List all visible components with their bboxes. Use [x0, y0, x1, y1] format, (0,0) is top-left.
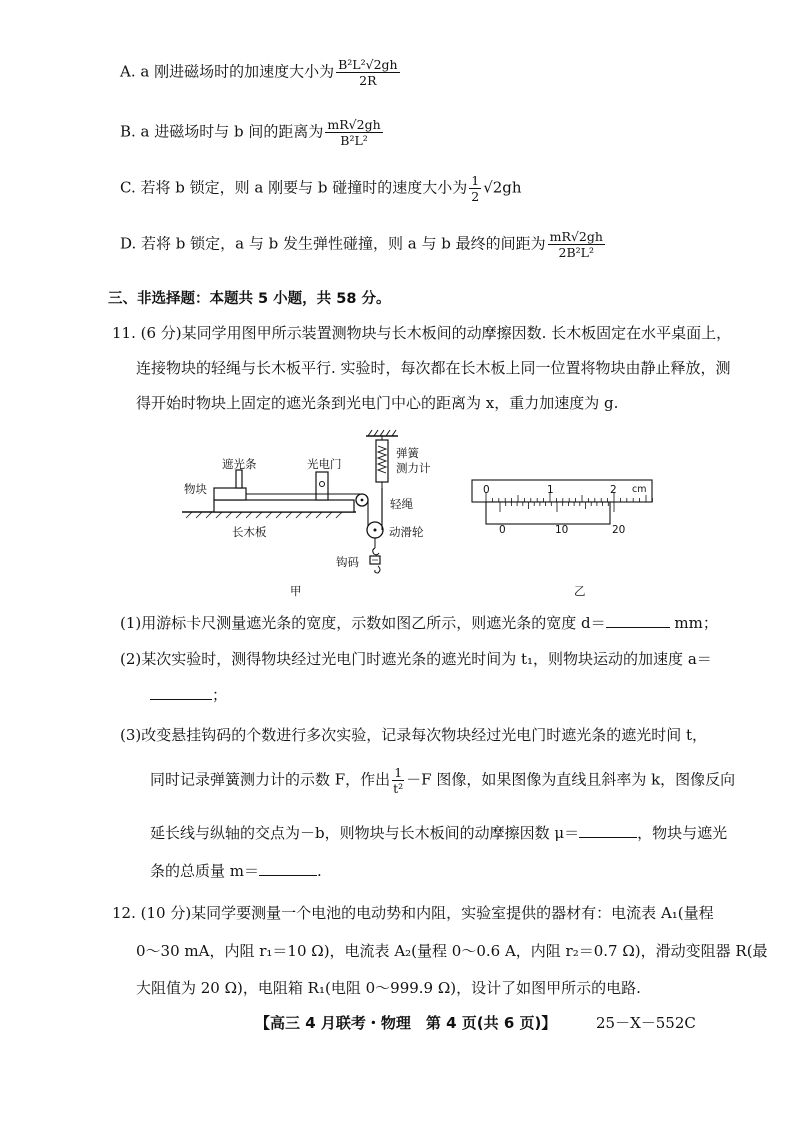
q11-part-2-answer: ； [150, 684, 227, 705]
caliper-vernier-label-20: 20 [612, 524, 626, 536]
long-board [214, 500, 354, 512]
label-light-rope: 轻绳 [390, 497, 413, 511]
q12-line-2: 0～30 mA，内阻 r₁＝10 Ω)，电流表 A₂(量程 0～0.6 A，内阻 r₂＝0.7 Ω)，滑动变阻器 R(最 [136, 942, 768, 960]
answer-blank-d[interactable] [606, 613, 670, 628]
label-block: 物块 [184, 482, 207, 496]
answer-blank-mu[interactable] [579, 823, 637, 838]
caliper-main-label-2: 2 [610, 484, 617, 496]
option-b: B. a 进磁场时与 b 间的距离为 $\frac{mR√2gh}{\text{B²L²}}$ [120, 117, 381, 149]
section-heading: 三、非选择题：本题共 5 小题，共 58 分。 [108, 291, 391, 307]
label-long-board: 长木板 [232, 525, 267, 539]
label-spring-1: 弹簧 [396, 446, 419, 460]
figure-label-yi: 乙 [574, 584, 586, 598]
label-hook-weights: 钩码 [336, 555, 359, 569]
option-d-fraction: $\frac{mR√2gh}{\text{2B²L²}}$ [549, 229, 603, 261]
answer-blank-a[interactable] [150, 685, 212, 700]
answer-blank-m[interactable] [259, 861, 317, 876]
option-b-fraction: $\frac{mR√2gh}{\text{B²L²}}$ [327, 117, 381, 149]
q11-part-3-line-1: (3)改变悬挂钩码的个数进行多次实验，记录每次物块经过光电门时遮光条的遮光时间 t， [120, 726, 708, 744]
block [214, 488, 246, 500]
option-c-fraction: $\frac{1}{2}$ [471, 173, 480, 205]
label-movable-pulley: 动滑轮 [389, 525, 424, 539]
label-photogate: 光电门 [307, 457, 342, 471]
q11-line-1: 11. (6 分)某同学用图甲所示装置测物块与长木板间的动摩擦因数. 长木板固定在水平桌面上， [112, 324, 732, 342]
page-footer: 【高三 4 月联考・物理 第 4 页(共 6 页)】 [255, 1014, 557, 1032]
option-d: D. 若将 b 锁定，a 与 b 发生弹性碰撞，则 a 与 b 最终的间距为 $\frac{mR√2gh}{\text{2B²L²}}$ [120, 229, 603, 261]
q11-part-3-line-3: 延长线与纵轴的交点为－b，则物块与长木板间的动摩擦因数 μ＝ ，物块与遮光 [150, 824, 728, 842]
q12-line-3: 大阻值为 20 Ω)，电阻箱 R₁(电阻 0～999.9 Ω)，设计了如图甲所示的电路. [136, 979, 641, 997]
q11-part-3-line-4: 条的总质量 m＝ . [150, 862, 322, 880]
caliper-vernier-label-10: 10 [555, 524, 569, 536]
figure-label-jia: 甲 [290, 584, 302, 598]
q11-line-2: 连接物块的轻绳与长木板平行. 实验时，每次都在长木板上同一位置将物块由静止释放，测 [136, 359, 731, 377]
q12-line-1: 12. (10 分)某同学要测量一个电池的电动势和内阻，实验室提供的器材有：电流表 A₁(量程 [112, 904, 714, 922]
q11-part-2: (2)某次实验时，测得物块经过光电门时遮光条的遮光时间为 t₁，则物块运动的加速度 a＝ [120, 650, 712, 668]
q11-part-1: (1)用游标卡尺测量遮光条的宽度，示数如图乙所示，则遮光条的宽度 d＝ mm； [120, 614, 718, 632]
caliper-main-label-1: 1 [547, 484, 554, 496]
caliper-main-label-0: 0 [483, 484, 490, 496]
shading-strip [236, 470, 242, 488]
option-c: C. 若将 b 锁定，则 a 刚要与 b 碰撞时的速度大小为 $\frac{1}{2}$ √2gh [120, 173, 522, 205]
inverse-t-squared-fraction: $\frac{1}{\text{t²}}$ [393, 765, 404, 797]
label-spring-2: 测力计 [396, 461, 431, 475]
q11-part-3-line-2: 同时记录弹簧测力计的示数 F，作出 $\frac{1}{\text{t²}}$ －F 图像，如果图像为直线且斜率为 k，图像反向 [150, 765, 736, 797]
caliper-unit: cm [632, 484, 647, 495]
option-a: A. a 刚进磁场时的加速度大小为 $\frac{\text{B²L²√2gh}}{2R}$ [120, 57, 398, 89]
exam-code: 25－X－552C [596, 1014, 696, 1032]
caliper-vernier-label-0: 0 [499, 524, 506, 536]
q11-line-3: 得开始时物块上固定的遮光条到光电门中心的距离为 x，重力加速度为 g. [136, 394, 619, 412]
label-shading-strip: 遮光条 [222, 457, 257, 471]
option-a-fraction: $\frac{\text{B²L²√2gh}}{2R}$ [338, 57, 398, 89]
